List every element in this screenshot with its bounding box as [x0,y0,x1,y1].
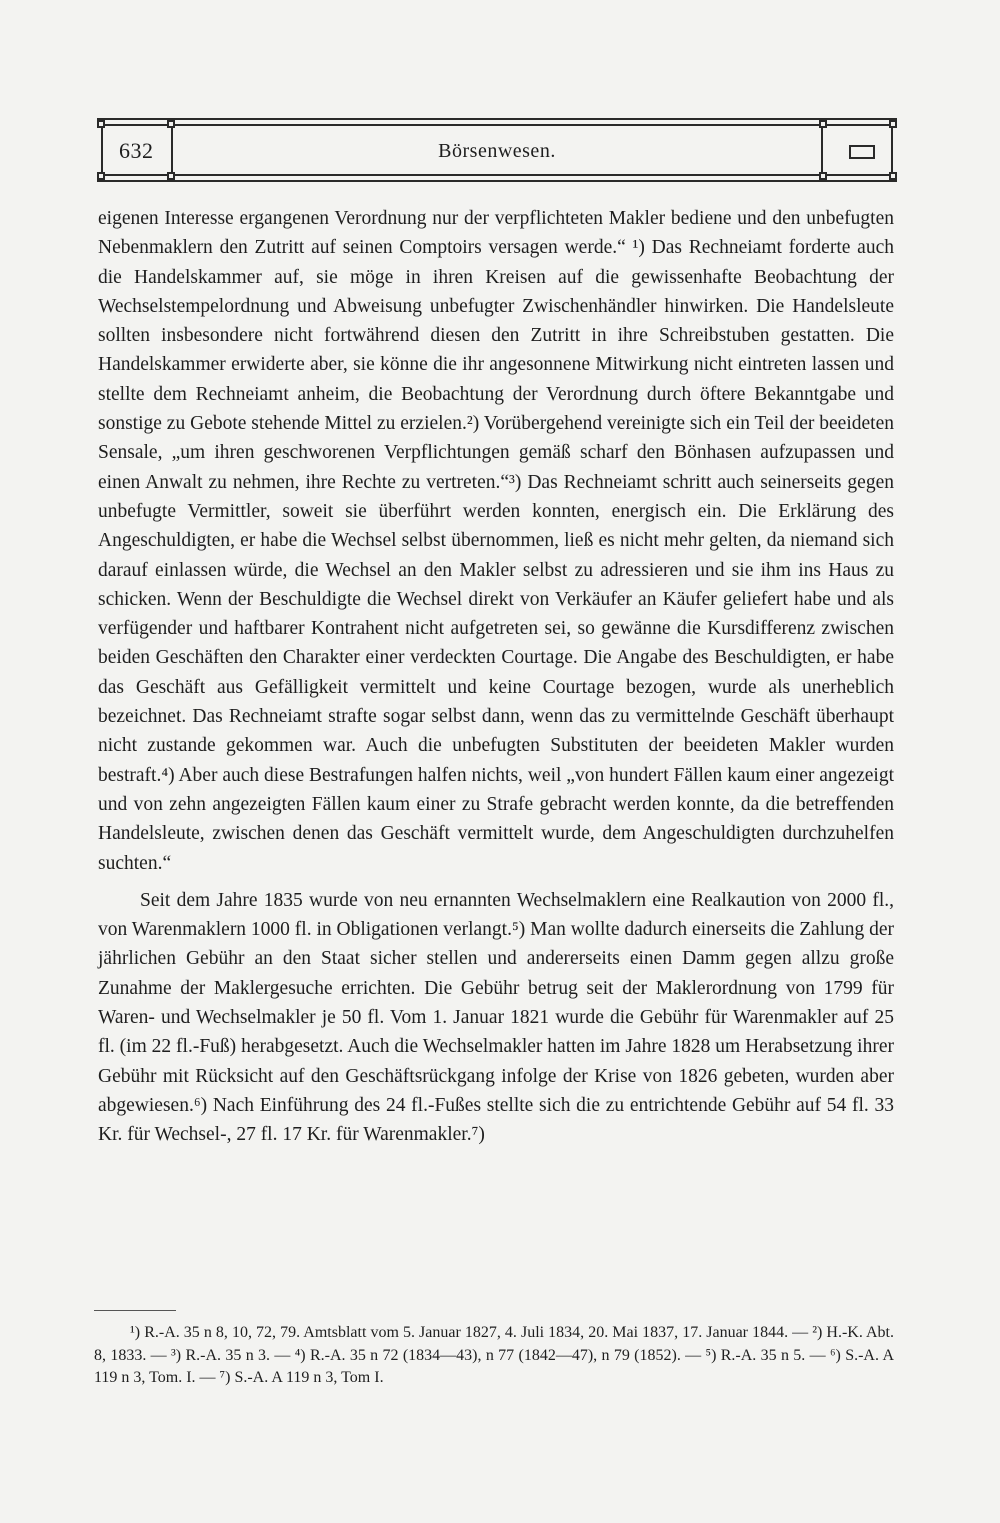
header-bottom-inner-rule [97,174,897,176]
header-ornament [819,120,827,128]
header-ornament [167,172,175,180]
header-ornament [97,172,105,180]
footnote-text: ¹) R.-A. 35 n 8, 10, 72, 79. Amtsblatt vom 5. Januar 1827, 4. Juli 1834, 20. Mai 1837, 17. Januar 1844. — ²) H.-K. Abt. 8, 1833. — ³) R.-A. 35 n 3. — ⁴) R.-A. 35 n 72 (1834—43), n 77 (1842—47), n 79 (1852). — ⁵) R.-A. 35 n 5. — ⁶) S.-A. A 119 n 3, Tom. I. — ⁷) S.-A. A 119 n 3, Tom I. [94,1324,894,1386]
header-top-rule [97,118,897,120]
header-top-inner-rule [97,124,897,126]
body-text [98,204,894,1150]
page-number: 632 [119,138,154,163]
paragraph: Seit dem Jahre 1835 wurde von neu ernannten Wechselmaklern eine Realkaution von 2000 fl., von Warenmaklern 1000 fl. in Obligationen verlangt.⁵) Man wollte dadurch einerseits die Zahlung der jährlichen Gebühr an den Staat sicher stellen und andererseits einen Damm gegen allzu große Zunahme der Maklergesuche errichten. Die Gebühr betrug seit der Maklerordnung von 1799 für Waren- und Wechselmakler je 50 fl. Vom 1. Januar 1821 wurde die Gebühr für Warenmakler auf 25 fl. (im 22 fl.-Fuß) herabgesetzt. Auch die Wechselmakler hatten im Jahre 1828 um Herabsetzung ihrer Gebühr mit Rücksicht auf den Geschäftsrückgang infolge der Krise von 1826 gebeten, wurden aber abgewiesen.⁶) Nach Einführung des 24 fl.-Fußes stellte sich die zu entrichtende Gebühr auf 54 fl. 33 Kr. für Wechsel-, 27 fl. 17 Kr. für Warenmakler.⁷) [98,889,895,1146]
header-ornament [819,172,827,180]
running-title: Börsenwesen. [438,140,556,162]
footnote-separator [94,1310,176,1311]
header-ornament [889,172,897,180]
header-ornament [167,120,175,128]
header-bottom-rule [97,180,897,182]
paragraph: eigenen Interesse ergangenen Verordnung nur der verpflichteten Makler bediene und den unbefugten Nebenmaklern den Zutritt auf seinen Comptoirs versagen werde.“ ¹) Das Rechneiamt forderte auch die Handelskammer auf, sie möge in ihren Kreisen auf die gewissenhafte Beobachtung der Wechselstempelordnung und Abweisung unbefugter Zwischenhändler hinwirken. Die Handelsleute sollten insbesondere nicht fortwährend diesen den Zutritt in ihre Schreibstuben gestatten. Die Handelskammer erwiderte aber, sie könne die ihr angesonnene Mitwirkung nicht eintreten lassen und stellte dem Rechneiamt anheim, die Beobachtung der Verordnung durch öftere Bekanntgabe und sonstige zu Gebote stehende Mittel zu erzielen.²) Vorübergehend vereinigte sich ein Teil der beeideten Sensale, „um ihren geschworenen Verpflichtungen gemäß scharf den Bönhasen aufzupassen und einen Anwalt zu nehmen, ihre Rechte zu vertreten.“³) Das Rechneiamt schritt auch seinerseits gegen unbefugte Vermittler, soweit sie überführt werden konnten, energisch ein. Die Erklärung des Angeschuldigten, er habe die Wechsel selbst übernommen, ließ es nicht mehr gelten, da niemand sich darauf einlassen würde, die Wechsel an den Makler selbst zu adressieren und sie ihm ins Haus zu schicken. Wenn der Beschuldigte die Wechsel direkt von Verkäufer an Käufer geliefert habe und als verfügender und haftbarer Kontrahent nicht aufgetreten sei, so gewänne die Kursdifferenz zwischen beiden Geschäften den Charakter einer verdeckten Courtage. Die Angabe des Beschuldigten, er habe das Geschäft aus Gefälligkeit vermittelt und keine Courtage bezogen, wurde als unerheblich bezeichnet. Das Rechneiamt strafte sogar selbst dann, wenn das zu vermittelnde Geschäft überhaupt nicht zustande gekommen war. Auch die unbefugten Substituten der beeideten Makler wurden bestraft.⁴) Aber auch diese Bestrafungen halfen nichts, weil „von hundert Fällen kaum einer angezeigt und von zehn angezeigten Fällen kaum einer zu Strafe gebracht werden konnte, da die betreffenden Handelsleute, zwischen denen das Geschäft vermittelt wurde, dem Angeschuldigten durchzuhelfen suchten.“ [98,208,894,874]
header-ornament [97,120,105,128]
header-ornament [889,120,897,128]
footnotes [94,1322,894,1390]
square-ornament-icon [849,145,875,159]
page-header-frame [97,118,897,182]
